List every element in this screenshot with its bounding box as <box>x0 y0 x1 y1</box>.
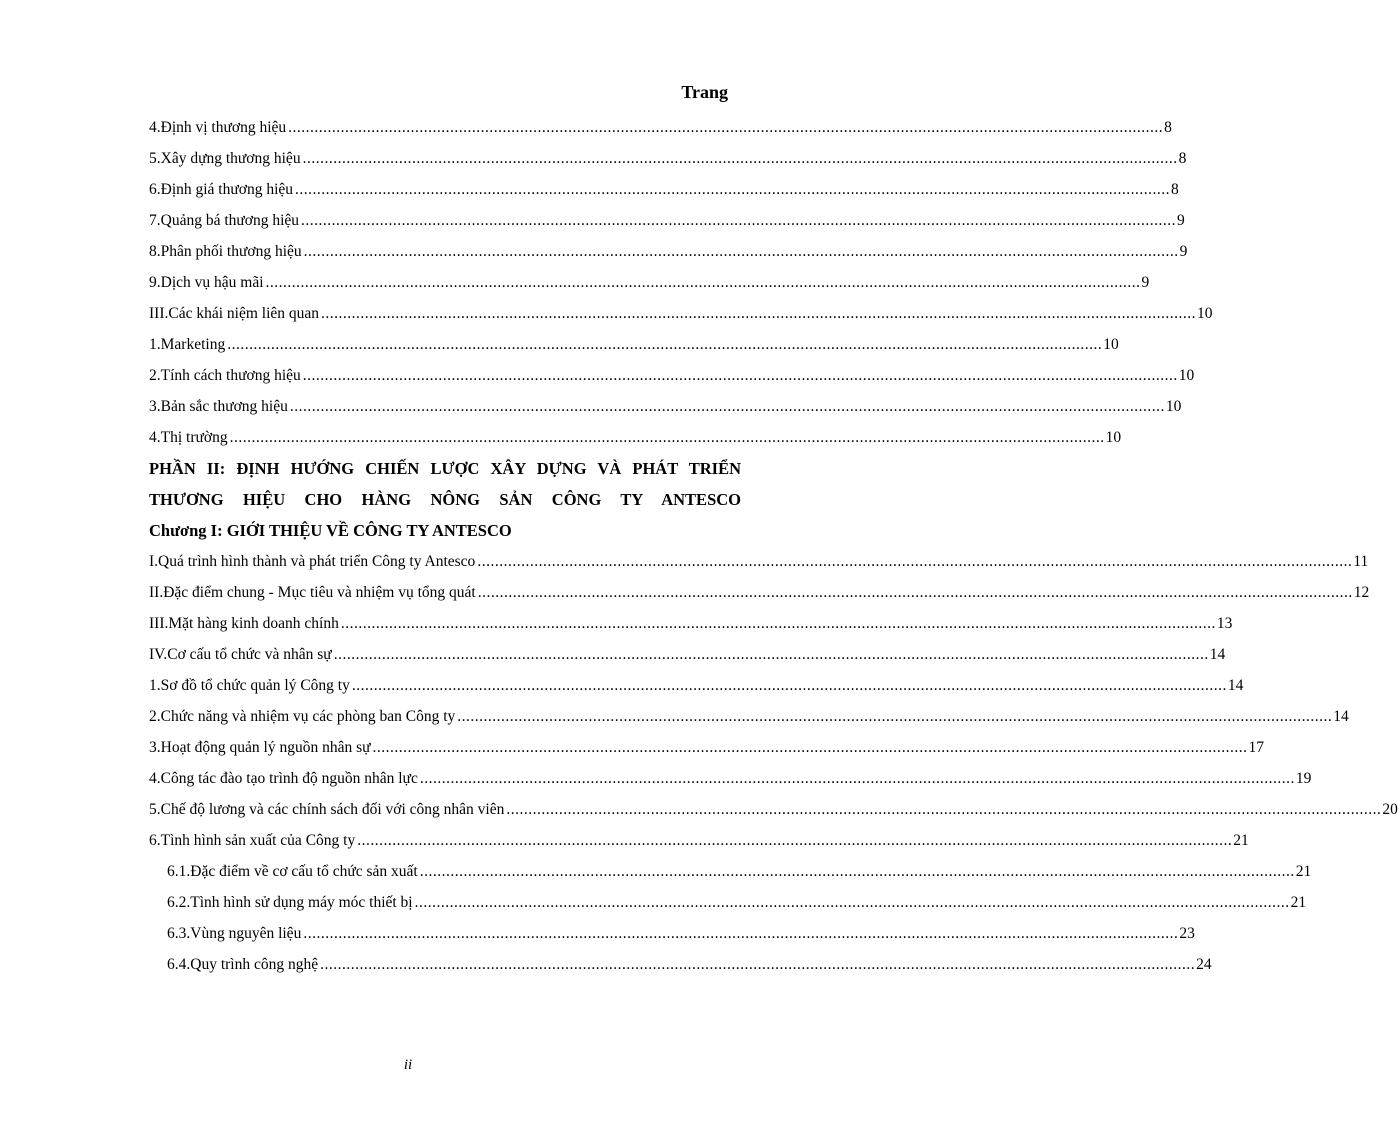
toc-entry-page: 10 <box>1197 305 1213 322</box>
toc-entry-page: 14 <box>1333 708 1349 725</box>
toc-entry-title: 4.Định vị thương hiệu <box>149 119 287 136</box>
toc-entry <box>149 701 1349 732</box>
toc-entry-title: III.Mặt hàng kinh doanh chính <box>149 615 339 632</box>
toc-entry-title: 4.Thị trường <box>149 429 228 446</box>
dot-leader: ........................................................................................................................................................................................................ <box>357 832 1233 849</box>
dot-leader: ........................................................................................................................................................................................................ <box>333 646 1209 663</box>
dot-leader: ........................................................................................................................................................................................................ <box>477 553 1353 570</box>
toc-entry-title: 9.Dịch vụ hậu mãi <box>149 274 264 291</box>
toc-entry-page: 20 <box>1382 801 1398 818</box>
dot-leader: ........................................................................................................................................................................................................ <box>321 305 1197 322</box>
toc-group-part1 <box>149 112 1213 453</box>
toc-entry-title: 8.Phân phối thương hiệu <box>149 243 302 260</box>
toc-entry-title: 5.Chế độ lương và các chính sách đối với công nhân viên <box>149 801 505 818</box>
toc-entry <box>149 670 1244 701</box>
page-number: ii <box>403 1057 413 1073</box>
toc-entry-page: 19 <box>1295 770 1312 787</box>
dot-leader: ........................................................................................................................................................................................................ <box>289 398 1165 415</box>
toc-entry-title: 2.Tính cách thương hiệu <box>149 367 301 384</box>
toc-entry-page: 14 <box>1227 677 1244 694</box>
toc-entry-title: 1.Marketing <box>149 336 226 353</box>
toc-entry-page: 13 <box>1216 615 1233 632</box>
toc-entry-title: IV.Cơ cấu tổ chức và nhân sự <box>149 646 332 663</box>
toc-entry-title: 5.Xây dựng thương hiệu <box>149 150 301 167</box>
toc-entry-page: 10 <box>1178 367 1195 384</box>
dot-leader: ........................................................................................................................................................................................................ <box>419 770 1295 787</box>
toc-entry-page: 8 <box>1178 150 1187 167</box>
toc-entry-title: 3.Hoạt động quản lý nguồn nhân sự <box>149 739 371 756</box>
toc-entry <box>149 577 1370 608</box>
page-column-header: Trang <box>681 82 728 102</box>
dot-leader: ........................................................................................................................................................................................................ <box>419 863 1295 880</box>
toc-entry <box>149 298 1213 329</box>
toc-entry-page: 17 <box>1248 739 1265 756</box>
toc-entry <box>149 732 1265 763</box>
dot-leader: ........................................................................................................................................................................................................ <box>372 739 1248 756</box>
toc-entry <box>149 546 1369 577</box>
toc-entry <box>149 174 1179 205</box>
toc-entry-page: 9 <box>1177 212 1185 229</box>
table-of-contents <box>149 112 1398 980</box>
toc-entry-title: 6.Định giá thương hiệu <box>149 181 294 198</box>
toc-entry <box>149 825 1249 856</box>
toc-entry-page: 14 <box>1209 646 1226 663</box>
toc-entry-title: I.Quá trình hình thành và phát triển Công ty Antesco <box>149 553 476 570</box>
toc-entry-page: 21 <box>1290 894 1307 911</box>
dot-leader: ........................................................................................................................................................................................................ <box>340 615 1216 632</box>
dot-leader: ........................................................................................................................................................................................................ <box>506 801 1382 818</box>
toc-entry-page: 10 <box>1165 398 1182 415</box>
toc-entry-page: 9 <box>1141 274 1150 291</box>
toc-entry <box>149 422 1122 453</box>
toc-entry <box>149 608 1233 639</box>
toc-entry-title: III.Các khái niệm liên quan <box>149 305 320 322</box>
toc-entry-page: 21 <box>1295 863 1312 880</box>
toc-group-part2 <box>149 546 1398 980</box>
dot-leader: ........................................................................................................................................................................................................ <box>229 429 1105 446</box>
toc-entry-page: 8 <box>1171 181 1179 198</box>
dot-leader: ........................................................................................................................................................................................................ <box>288 119 1164 136</box>
dot-leader: ........................................................................................................................................................................................................ <box>457 708 1333 725</box>
toc-entry-title: 3.Bản sắc thương hiệu <box>149 398 288 415</box>
toc-entry-title: 6.1.Đặc điểm về cơ cấu tổ chức sản xuất <box>167 863 418 880</box>
dot-leader: ........................................................................................................................................................................................................ <box>301 212 1177 229</box>
toc-entry-title: 6.4.Quy trình công nghệ <box>167 956 319 973</box>
toc-entry-title: 7.Quảng bá thương hiệu <box>149 212 300 229</box>
toc-entry <box>149 112 1172 143</box>
dot-leader: ........................................................................................................................................................................................................ <box>320 956 1196 973</box>
toc-entry-title: 6.2.Tình hình sử dụng máy móc thiết bị <box>167 894 413 911</box>
toc-entry <box>149 391 1182 422</box>
toc-entry-title: 2.Chức năng và nhiệm vụ các phòng ban Công ty <box>149 708 456 725</box>
toc-entry <box>149 794 1398 825</box>
toc-entry <box>149 763 1312 794</box>
dot-leader: ........................................................................................................................................................................................................ <box>477 584 1353 601</box>
chapter-heading: Chương I: GIỚI THIỆU VỀ CÔNG TY ANTESCO <box>149 521 512 540</box>
toc-entry-page: 10 <box>1103 336 1119 353</box>
dot-leader: ........................................................................................................................................................................................................ <box>414 894 1290 911</box>
dot-leader: ........................................................................................................................................................................................................ <box>351 677 1227 694</box>
dot-leader: ........................................................................................................................................................................................................ <box>302 150 1178 167</box>
toc-entry <box>149 639 1226 670</box>
toc-entry-page: 10 <box>1105 429 1122 446</box>
toc-entry-page: 21 <box>1233 832 1249 849</box>
dot-leader: ........................................................................................................................................................................................................ <box>303 925 1179 942</box>
toc-entry <box>149 205 1185 236</box>
toc-entry-page: 8 <box>1164 119 1172 136</box>
toc-entry <box>149 856 1312 887</box>
toc-entry <box>149 143 1187 174</box>
part-heading-line2: THƯƠNG HIỆU CHO HÀNG NÔNG SẢN CÔNG TY ANTESCO <box>149 490 741 509</box>
dot-leader: ........................................................................................................................................................................................................ <box>302 367 1178 384</box>
toc-entry <box>149 267 1150 298</box>
part-heading-line1: PHẦN II: ĐỊNH HƯỚNG CHIẾN LƯỢC XÂY DỰNG VÀ PHÁT TRIỂN <box>149 459 741 478</box>
toc-entry-page: 9 <box>1179 243 1188 260</box>
toc-entry-page: 12 <box>1353 584 1370 601</box>
dot-leader: ........................................................................................................................................................................................................ <box>227 336 1103 353</box>
toc-entry-page: 24 <box>1196 956 1212 973</box>
toc-entry-title: II.Đặc điểm chung - Mục tiêu và nhiệm vụ tổng quát <box>149 584 476 601</box>
toc-entry <box>149 918 1195 949</box>
toc-entry <box>149 887 1307 918</box>
toc-entry <box>149 236 1188 267</box>
toc-entry-page: 23 <box>1179 925 1195 942</box>
dot-leader: ........................................................................................................................................................................................................ <box>265 274 1141 291</box>
toc-entry <box>149 360 1195 391</box>
toc-entry-title: 4.Công tác đào tạo trình độ nguồn nhân lực <box>149 770 418 787</box>
toc-entry-title: 6.3.Vùng nguyên liệu <box>167 925 302 942</box>
toc-entry <box>149 329 1119 360</box>
toc-entry-title: 6.Tình hình sản xuất của Công ty <box>149 832 356 849</box>
dot-leader: ........................................................................................................................................................................................................ <box>303 243 1179 260</box>
toc-entry-title: 1.Sơ đồ tổ chức quản lý Công ty <box>149 677 350 694</box>
toc-entry <box>149 949 1212 980</box>
toc-entry-page: 11 <box>1353 553 1369 570</box>
dot-leader: ........................................................................................................................................................................................................ <box>295 181 1171 198</box>
